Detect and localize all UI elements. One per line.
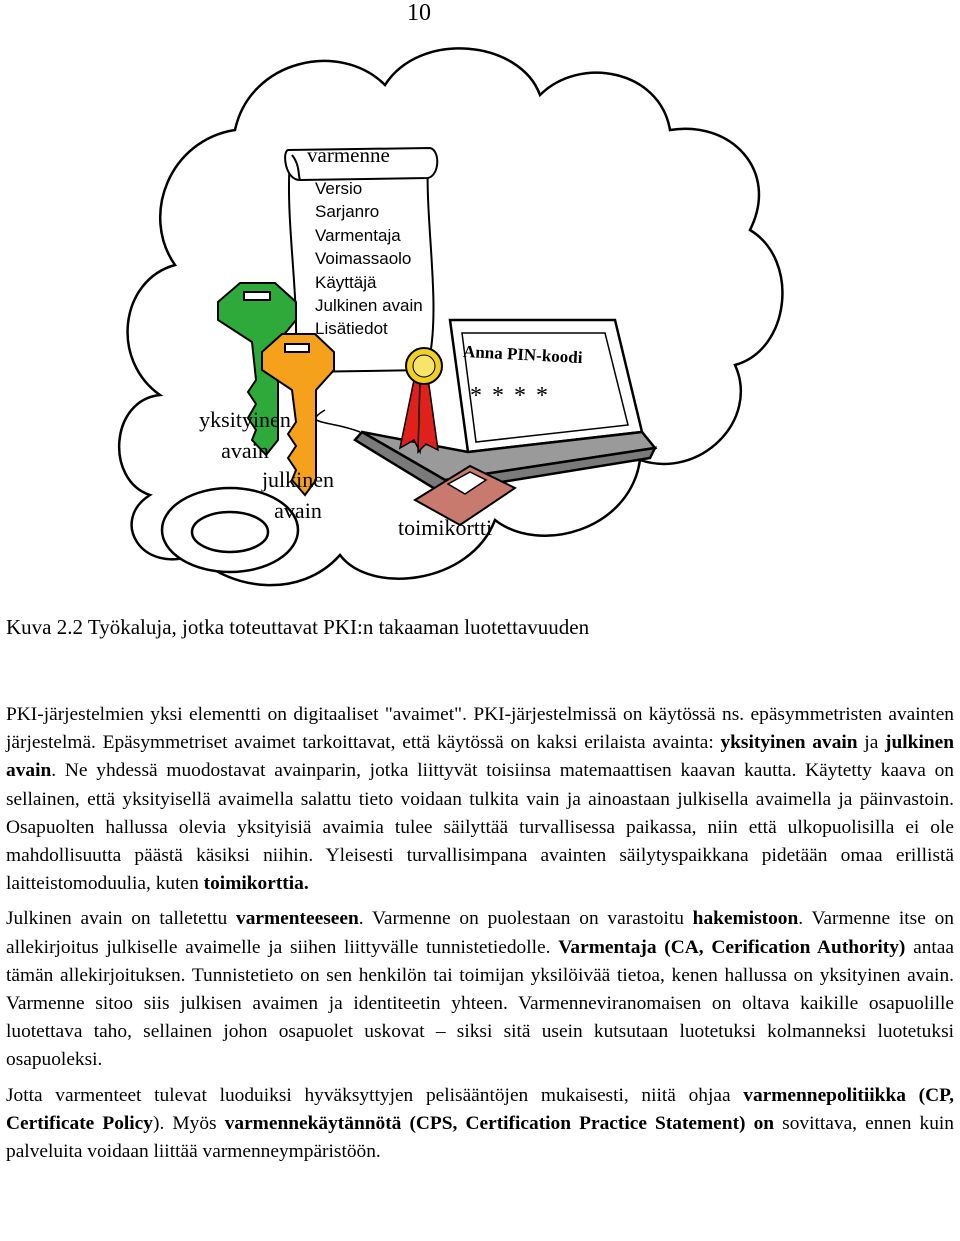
certificate-field: Varmentaja — [315, 225, 401, 245]
text-run: ja — [857, 732, 886, 754]
certificate-field: Käyttäjä — [315, 272, 377, 292]
pin-prompt: Anna PIN-koodi — [462, 341, 583, 368]
certificate-field: Sarjanro — [315, 202, 380, 222]
body-text — [6, 701, 954, 1173]
certificate-title: varmenne — [307, 143, 390, 167]
private-key-label — [190, 404, 300, 466]
pin-asterisks: * * * * — [470, 383, 550, 409]
certificate-field: Julkinen avain — [315, 296, 423, 316]
text-run: PKI-järjestelmien yksi elementti on digitaaliset "avaimet". PKI-järjestelmissä on käytössä ns. epäsymmetristen avainten järjestelmä. Epäsymmetriset avaimet tarkoittavat, että käytössä on kaksi erilaista avainta: — [6, 704, 954, 754]
private-key-label-line2: avain — [221, 438, 269, 463]
smartcard-label: toimikortti — [398, 515, 493, 540]
public-key-label-line2: avain — [274, 498, 322, 523]
public-key-label — [248, 464, 348, 526]
pki-tools-figure — [0, 0, 960, 610]
certificate-fields — [315, 177, 423, 341]
text-run: Jotta varmenteet tulevat luoduiksi hyväksyttyjen pelisääntöjen mukaisesti, niitä ohjaa — [6, 1084, 744, 1106]
paragraph-1 — [6, 701, 954, 898]
page-number: 10 — [407, 0, 431, 26]
bold-term: toimikorttia. — [203, 873, 309, 895]
bold-term: yksityinen avain — [720, 732, 858, 754]
text-run: Julkinen avain on talletettu — [6, 908, 237, 930]
certificate-field: Voimassaolo — [315, 249, 412, 269]
bold-term: varmenteeseen — [236, 908, 359, 930]
bold-term: varmennepolitiikka (CP, Certificate Policy — [6, 1084, 954, 1134]
bold-term: hakemistoon — [692, 908, 799, 930]
text-run: . Varmenne on puolestaan on varastoitu — [358, 908, 693, 930]
public-key-label-line1: julkinen — [261, 467, 335, 492]
bold-term: varmennekäytännötä (CPS, Certification Practice Statement) on — [224, 1112, 775, 1134]
bold-term: Varmentaja (CA, Cerification Authority) — [558, 936, 906, 958]
bold-term: julkinen avain — [6, 732, 955, 782]
figure-caption: Kuva 2.2 Työkaluja, jotka toteuttavat PKI:n takaaman luotettavuuden — [6, 615, 590, 639]
certificate-field: Versio — [315, 179, 363, 198]
text-run: antaa tämän allekirjoituksen. Tunnistetieto on sen henkilön tai toimijan yksilöivää tietoa, kenen hallussa on yksityinen avain. Varmenne sitoo siis julkisen avaimen ja identiteetin yhteen. Varmenneviranomaisen on oltava kaikille osapuolille luotettava taho, sellainen johon osapuolet uskovat – siksi sitä usein kutsutaan luotetuksi kolmanneksi luotetuksi osapuoleksi. — [6, 936, 955, 1071]
paragraph-2 — [6, 905, 954, 1074]
text-run: ). Myös — [153, 1112, 225, 1134]
text-run: sovittava, ennen kuin palveluita voidaan liittää varmenneympäristöön. — [6, 1112, 954, 1163]
certificate-field: Lisätiedot — [315, 319, 388, 339]
text-run: . Varmenne itse on allekirjoitus julkiselle avaimelle ja siihen liittyvälle tunnistetiedolle. — [6, 908, 954, 958]
text-run: . Ne yhdessä muodostavat avainparin, jotka liittyvät toisiinsa matemaattisen kaavan kautta. Käytetty kaava on sellainen, että yksityisellä avaimella salattu tieto voidaan tulkita vain ja ainoastaan julkisella avaimella ja päinvastoin. Osapuolten hallussa olevia yksityisiä avaimia tulee säilyttää turvallisessa paikassa, niin että ulkopuolisilla ei ole mahdollisuutta päästä käsiksi niihin. Yleisesti turvallisimpana avainten säilytyspaikkana pidetään omaa erillistä laitteistomoduulia, kuten — [6, 760, 954, 895]
paragraph-3 — [6, 1082, 954, 1167]
private-key-label-line1: yksityinen — [199, 407, 291, 432]
